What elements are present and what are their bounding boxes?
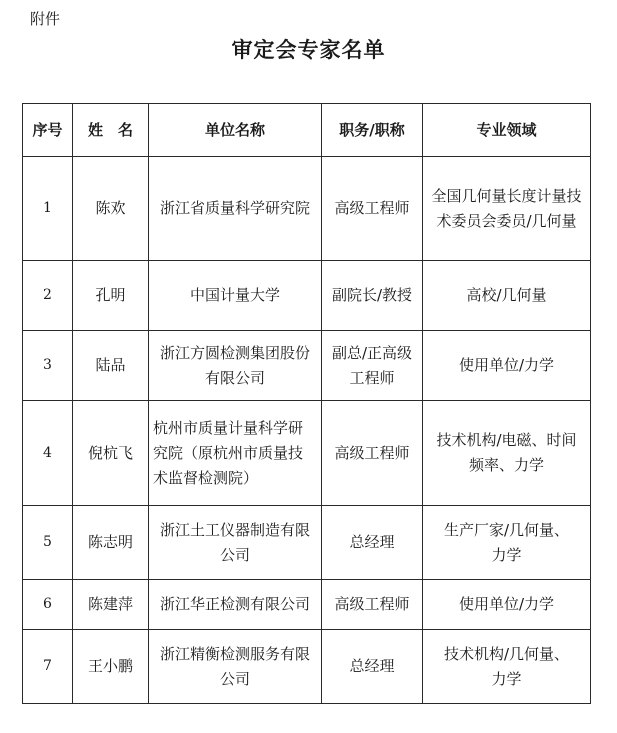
header-cell-organization: 单位名称 bbox=[149, 104, 322, 157]
expert-list-table bbox=[22, 103, 591, 704]
cell-position: 高级工程师 bbox=[322, 580, 423, 630]
cell-index: 1 bbox=[23, 157, 73, 261]
cell-organization: 杭州市质量计量科学研究院（原杭州市质量技术监督检测院） bbox=[149, 401, 322, 506]
header-cell-name: 姓 名 bbox=[73, 104, 149, 157]
table-row bbox=[23, 506, 591, 580]
cell-field: 技术机构/几何量、力学 bbox=[423, 630, 591, 704]
cell-index: 7 bbox=[23, 630, 73, 704]
table-row bbox=[23, 630, 591, 704]
header-cell-field: 专业领域 bbox=[423, 104, 591, 157]
cell-organization: 中国计量大学 bbox=[149, 261, 322, 331]
cell-index: 2 bbox=[23, 261, 73, 331]
cell-field: 使用单位/力学 bbox=[423, 580, 591, 630]
page-title: 审定会专家名单 bbox=[231, 38, 386, 62]
cell-index: 3 bbox=[23, 331, 73, 401]
cell-index: 6 bbox=[23, 580, 73, 630]
header-cell-position: 职务/职称 bbox=[322, 104, 423, 157]
cell-index: 5 bbox=[23, 506, 73, 580]
cell-field: 使用单位/力学 bbox=[423, 331, 591, 401]
cell-field: 技术机构/电磁、时间频率、力学 bbox=[423, 401, 591, 506]
table-row bbox=[23, 580, 591, 630]
cell-position: 总经理 bbox=[322, 630, 423, 704]
cell-organization: 浙江华正检测有限公司 bbox=[149, 580, 322, 630]
cell-field: 高校/几何量 bbox=[423, 261, 591, 331]
table-row bbox=[23, 401, 591, 506]
table-row bbox=[23, 261, 591, 331]
attachment-label: 附件 bbox=[30, 10, 61, 28]
table-header-row bbox=[23, 104, 591, 157]
cell-field: 全国几何量长度计量技术委员会委员/几何量 bbox=[423, 157, 591, 261]
cell-name: 孔明 bbox=[73, 261, 149, 331]
table-row bbox=[23, 157, 591, 261]
cell-organization: 浙江精衡检测服务有限公司 bbox=[149, 630, 322, 704]
cell-position: 总经理 bbox=[322, 506, 423, 580]
table-row bbox=[23, 331, 591, 401]
cell-position: 副总/正高级工程师 bbox=[322, 331, 423, 401]
cell-name: 王小鹏 bbox=[73, 630, 149, 704]
cell-name: 陈建萍 bbox=[73, 580, 149, 630]
cell-organization: 浙江土工仪器制造有限公司 bbox=[149, 506, 322, 580]
cell-position: 高级工程师 bbox=[322, 401, 423, 506]
cell-index: 4 bbox=[23, 401, 73, 506]
cell-name: 陈欢 bbox=[73, 157, 149, 261]
cell-name: 倪杭飞 bbox=[73, 401, 149, 506]
cell-name: 陆品 bbox=[73, 331, 149, 401]
cell-field: 生产厂家/几何量、力学 bbox=[423, 506, 591, 580]
cell-organization: 浙江省质量科学研究院 bbox=[149, 157, 322, 261]
cell-position: 副院长/教授 bbox=[322, 261, 423, 331]
cell-position: 高级工程师 bbox=[322, 157, 423, 261]
cell-organization: 浙江方圆检测集团股份有限公司 bbox=[149, 331, 322, 401]
cell-name: 陈志明 bbox=[73, 506, 149, 580]
header-cell-index: 序号 bbox=[23, 104, 73, 157]
